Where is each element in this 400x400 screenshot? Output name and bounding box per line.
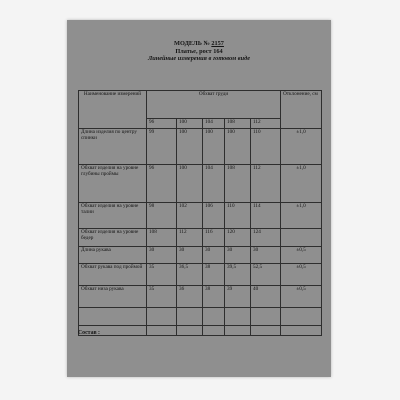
cell-value: 99 bbox=[147, 129, 177, 165]
measurements-caption: Линейные измерения в готовом виде bbox=[147, 55, 251, 63]
size-header: 96 bbox=[147, 119, 177, 129]
cell-value: 120 bbox=[225, 229, 251, 247]
cell-value: 39 bbox=[225, 286, 251, 308]
row-name: Длина изделия по центру спинки bbox=[79, 129, 147, 165]
cell-value bbox=[225, 326, 251, 336]
cell-value: 30 bbox=[225, 247, 251, 264]
table-row bbox=[79, 203, 322, 229]
tolerance-value bbox=[281, 308, 322, 326]
cell-value: 30 bbox=[147, 247, 177, 264]
cell-value: 100 bbox=[203, 129, 225, 165]
cell-value bbox=[203, 308, 225, 326]
cell-value: 116 bbox=[203, 229, 225, 247]
tolerance-value: ±0,5 bbox=[281, 247, 322, 264]
size-header: 104 bbox=[203, 119, 225, 129]
cell-value: 110 bbox=[251, 129, 281, 165]
cell-value bbox=[177, 326, 203, 336]
table-row bbox=[79, 264, 322, 286]
cell-value: 36 bbox=[177, 286, 203, 308]
cell-value: 102 bbox=[177, 203, 203, 229]
model-title bbox=[67, 40, 331, 48]
row-name bbox=[79, 308, 147, 326]
tolerance-value bbox=[281, 229, 322, 247]
row-name: Обхват изделия на уровне бедер bbox=[79, 229, 147, 247]
model-label: МОДЕЛЬ № bbox=[174, 40, 210, 47]
sheet-header bbox=[67, 40, 331, 63]
cell-value: 114 bbox=[251, 203, 281, 229]
cell-value bbox=[251, 308, 281, 326]
tolerance-value bbox=[281, 326, 322, 336]
cell-value: 108 bbox=[225, 165, 251, 203]
row-name: Длина рукава bbox=[79, 247, 147, 264]
table-row bbox=[79, 129, 322, 165]
cell-value: 100 bbox=[225, 129, 251, 165]
row-name: Обхват изделия на уровне глубины проймы bbox=[79, 165, 147, 203]
cell-value: 30 bbox=[251, 247, 281, 264]
table-row bbox=[79, 286, 322, 308]
row-name: Обхват изделия на уровне талии bbox=[79, 203, 147, 229]
tolerance-value: ±1,0 bbox=[281, 203, 322, 229]
cell-value: 112 bbox=[251, 165, 281, 203]
cell-value: 112 bbox=[177, 229, 203, 247]
column-header-deviation: Отклонение, см bbox=[281, 91, 322, 129]
cell-value bbox=[177, 308, 203, 326]
table-row bbox=[79, 326, 322, 336]
cell-value: 38 bbox=[203, 286, 225, 308]
cell-value: 104 bbox=[203, 165, 225, 203]
cell-value: 108 bbox=[147, 229, 177, 247]
row-name: Обхват низа рукава bbox=[79, 286, 147, 308]
model-number: 2157 bbox=[211, 40, 224, 47]
cell-value bbox=[147, 326, 177, 336]
table-row bbox=[79, 308, 322, 326]
tolerance-value: ±1,0 bbox=[281, 165, 322, 203]
tolerance-value: ±0,5 bbox=[281, 286, 322, 308]
cell-value bbox=[203, 326, 225, 336]
cell-value: 30 bbox=[203, 247, 225, 264]
measurement-sheet bbox=[67, 20, 331, 377]
cell-value: 106 bbox=[203, 203, 225, 229]
dress-subtitle: Платье, рост 164 bbox=[175, 47, 223, 55]
cell-value: 36,5 bbox=[177, 264, 203, 286]
cell-value bbox=[251, 326, 281, 336]
composition-label: Состав : bbox=[78, 330, 100, 336]
tolerance-value: ±1,0 bbox=[281, 129, 322, 165]
cell-value: 100 bbox=[177, 129, 203, 165]
column-header-name: Наименование измерений bbox=[79, 91, 147, 129]
size-header: 100 bbox=[177, 119, 203, 129]
cell-value: 98 bbox=[147, 203, 177, 229]
size-header: 108 bbox=[225, 119, 251, 129]
size-header: 112 bbox=[251, 119, 281, 129]
table-row bbox=[79, 165, 322, 203]
row-name: Обхват рукава под проймой bbox=[79, 264, 147, 286]
cell-value bbox=[147, 308, 177, 326]
tolerance-value: ±0,5 bbox=[281, 264, 322, 286]
cell-value: 110 bbox=[225, 203, 251, 229]
cell-value: 124 bbox=[251, 229, 281, 247]
table-row bbox=[79, 229, 322, 247]
cell-value: 52,5 bbox=[251, 264, 281, 286]
cell-value: 35 bbox=[147, 264, 177, 286]
cell-value: 40 bbox=[251, 286, 281, 308]
cell-value: 96 bbox=[147, 165, 177, 203]
cell-value bbox=[225, 308, 251, 326]
cell-value: 38 bbox=[203, 264, 225, 286]
cell-value: 39,5 bbox=[225, 264, 251, 286]
cell-value: 30 bbox=[177, 247, 203, 264]
cell-value: 35 bbox=[147, 286, 177, 308]
column-header-chest: Обхват груди bbox=[147, 91, 281, 119]
table-row bbox=[79, 247, 322, 264]
measurements-table bbox=[78, 90, 322, 336]
cell-value: 100 bbox=[177, 165, 203, 203]
